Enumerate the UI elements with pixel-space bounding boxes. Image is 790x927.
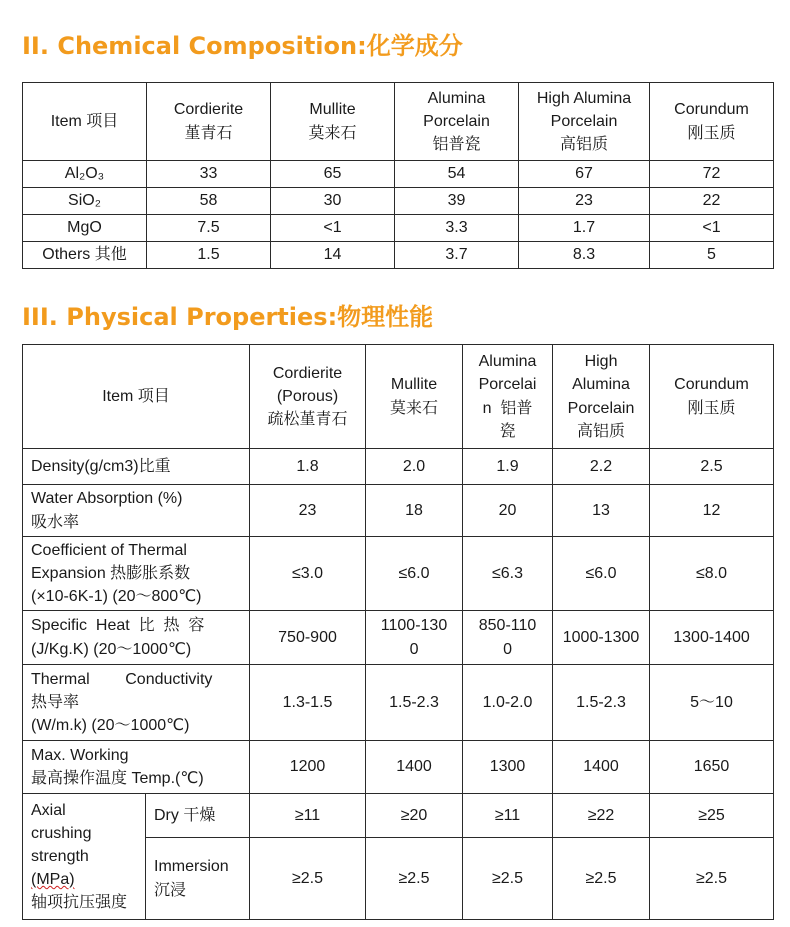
column-header-zh: 莫来石 (308, 124, 357, 142)
table-cell: ≤6.0 (553, 537, 650, 611)
cell-line: 1300-1400 (673, 628, 750, 646)
table-cell (250, 611, 366, 665)
row-label-line: (×10-6K-1) (20～800℃) (31, 588, 202, 606)
table-row (23, 242, 774, 269)
table-cell: 3.7 (395, 242, 519, 269)
table-cell: 39 (395, 188, 519, 215)
item-header-cell: Item 项目 (23, 83, 147, 161)
table-cell: ≤6.0 (366, 537, 463, 611)
table-row (23, 485, 774, 537)
column-header-zh: 堇青石 (184, 124, 233, 142)
column-header-zh: 铝普瓷 (432, 136, 481, 154)
table-row (23, 161, 774, 188)
chemical-composition-table (22, 82, 774, 269)
table-cell: 22 (650, 188, 774, 215)
table-cell: ≥11 (463, 794, 553, 838)
column-header-cordierite-porous (250, 345, 366, 449)
column-header-alumina-porcelain (463, 345, 553, 449)
row-label (23, 449, 250, 485)
table-cell: 23 (519, 188, 650, 215)
column-header-en: Porcelain (423, 112, 490, 130)
chemical-composition-heading: II. Chemical Composition:化学成分 (22, 32, 463, 60)
table-cell: 1.8 (250, 449, 366, 485)
column-header-en: Corundum (674, 101, 749, 119)
row-label (23, 485, 250, 537)
column-header-line: 疏松堇青石 (267, 411, 348, 429)
table-cell: 1.9 (463, 449, 553, 485)
table-cell: 1.5-2.3 (553, 665, 650, 741)
table-cell: 3.3 (395, 215, 519, 242)
row-label: SiO₂ (23, 188, 147, 215)
table-cell: 2.2 (553, 449, 650, 485)
table-cell: 58 (147, 188, 271, 215)
table-cell: ≥2.5 (463, 838, 553, 920)
column-header-line: Porcelain (567, 399, 635, 417)
sub-row-label (146, 838, 250, 920)
table-cell: ≥2.5 (250, 838, 366, 920)
table-cell: 1.0-2.0 (463, 665, 553, 741)
column-header-line: 刚玉质 (687, 399, 736, 417)
column-header-en: Alumina (427, 89, 486, 107)
physical-properties-heading: III. Physical Properties:物理性能 (22, 303, 434, 331)
column-header-line: Corundum (674, 376, 749, 394)
row-label (23, 794, 146, 920)
row-label-line: Water Absorption (%) (31, 490, 183, 508)
sub-row-label-line: Dry 干燥 (154, 806, 216, 824)
row-label-line: (W/m.k) (20～1000℃) (31, 717, 190, 735)
row-label-line: (J/Kg.K) (20～1000℃) (31, 640, 192, 658)
cell-line: 750-900 (278, 628, 337, 646)
table-row (23, 188, 774, 215)
table-cell: ≥2.5 (366, 838, 463, 920)
row-label: Al₂O₃ (23, 161, 147, 188)
table-cell (650, 611, 774, 665)
table-cell: ≥2.5 (553, 838, 650, 920)
table-row (23, 611, 774, 665)
row-label-line: crushing (31, 824, 92, 842)
table-cell: 1.5-2.3 (366, 665, 463, 741)
table-cell: 1.5 (147, 242, 271, 269)
table-cell: 30 (271, 188, 395, 215)
column-header-cordierite (147, 83, 271, 161)
table-cell: 1400 (553, 741, 650, 794)
table-row (23, 794, 774, 838)
table-cell: 67 (519, 161, 650, 188)
table-cell: 1400 (366, 741, 463, 794)
cell-line: 0 (409, 640, 419, 658)
physical-header-row (23, 345, 774, 449)
table-cell: <1 (271, 215, 395, 242)
table-cell: 2.5 (650, 449, 774, 485)
row-label-line: Axial (31, 801, 66, 819)
column-header-high-alumina-porcelain (553, 345, 650, 449)
table-cell: 23 (250, 485, 366, 537)
column-header-line: Cordierite (272, 364, 343, 382)
column-header-line: (Porous) (276, 387, 339, 405)
column-header-alumina-porcelain (395, 83, 519, 161)
row-label-line: Thermal Conductivity (31, 670, 213, 688)
table-cell: 33 (147, 161, 271, 188)
column-header-line: High (584, 353, 618, 371)
table-cell: 13 (553, 485, 650, 537)
column-header-zh: 刚玉质 (687, 124, 736, 142)
table-cell: ≤8.0 (650, 537, 774, 611)
table-row (23, 537, 774, 611)
row-label-line: 最高操作温度 Temp.(℃) (31, 770, 204, 787)
table-cell: 18 (366, 485, 463, 537)
cell-line: 1100-130 (380, 617, 448, 635)
table-row (23, 449, 774, 485)
cell-line: 1000-1300 (562, 628, 640, 646)
row-label-unit: (MPa) (31, 871, 75, 889)
row-label-line: 轴项抗压强度 (31, 894, 128, 912)
sub-row-label (146, 794, 250, 838)
row-label-line: 吸水率 (31, 513, 80, 531)
table-cell: 72 (650, 161, 774, 188)
table-cell: ≥11 (250, 794, 366, 838)
table-cell: 12 (650, 485, 774, 537)
table-cell: 5 (650, 242, 774, 269)
column-header-line: Mullite (390, 376, 438, 394)
table-row (23, 215, 774, 242)
row-label (23, 537, 250, 611)
cell-line: 850-110 (478, 617, 537, 635)
column-header-line: Alumina (572, 376, 630, 394)
row-label (23, 741, 250, 794)
column-header-line: Porcelai (478, 376, 537, 394)
table-cell (553, 611, 650, 665)
sub-row-label-line: 沉浸 (154, 881, 187, 899)
row-label-line: Max. Working (31, 746, 129, 764)
table-cell: 14 (271, 242, 395, 269)
row-label-line: Coefficient of Thermal (31, 541, 187, 559)
column-header-line: n 铝普 (482, 399, 533, 417)
column-header-en: High Alumina (536, 89, 632, 107)
table-cell: 7.5 (147, 215, 271, 242)
table-cell: 2.0 (366, 449, 463, 485)
cell-line: 0 (503, 640, 512, 658)
table-cell: 1300 (463, 741, 553, 794)
column-header-en: Mullite (309, 101, 356, 119)
sub-row-label-line: Immersion (154, 858, 229, 876)
row-label-line: strength (31, 847, 89, 865)
table-cell: 8.3 (519, 242, 650, 269)
column-header-high-alumina-porcelain (519, 83, 650, 161)
column-header-corundum (650, 83, 774, 161)
column-header-zh: 高铝质 (559, 136, 608, 154)
composition-header-row (23, 83, 774, 161)
item-header-cell: Item 项目 (23, 345, 250, 449)
table-cell: 54 (395, 161, 519, 188)
column-header-line: Alumina (478, 353, 537, 371)
table-cell: <1 (650, 215, 774, 242)
table-row (23, 741, 774, 794)
table-cell: ≥22 (553, 794, 650, 838)
table-cell: 1650 (650, 741, 774, 794)
column-header-line: 高铝质 (577, 422, 626, 440)
table-cell (366, 611, 463, 665)
table-cell: ≥25 (650, 794, 774, 838)
table-cell: ≤3.0 (250, 537, 366, 611)
row-label-line: 热导率 (31, 693, 80, 711)
column-header-mullite (271, 83, 395, 161)
row-label: Others 其他 (23, 242, 147, 269)
row-label (23, 665, 250, 741)
column-header-line: 莫来石 (390, 399, 439, 417)
column-header-line: 瓷 (499, 422, 516, 440)
table-cell: 20 (463, 485, 553, 537)
table-cell: ≤6.3 (463, 537, 553, 611)
table-row (23, 665, 774, 741)
table-cell: ≥20 (366, 794, 463, 838)
column-header-en: Porcelain (550, 112, 618, 130)
table-cell: 65 (271, 161, 395, 188)
table-cell: 5～10 (650, 665, 774, 741)
table-cell (463, 611, 553, 665)
row-label-line: Density(g/cm3)比重 (31, 457, 171, 475)
column-header-corundum (650, 345, 774, 449)
physical-properties-table (22, 344, 774, 920)
row-label-line: Specific Heat 比 热 容 (31, 617, 205, 635)
column-header-mullite (366, 345, 463, 449)
table-cell: 1.7 (519, 215, 650, 242)
row-label (23, 611, 250, 665)
table-cell: 1.3-1.5 (250, 665, 366, 741)
column-header-en: Cordierite (173, 101, 244, 119)
row-label-line: Expansion 热膨胀系数 (31, 564, 191, 582)
table-cell: ≥2.5 (650, 838, 774, 920)
table-cell: 1200 (250, 741, 366, 794)
row-label-line (31, 868, 142, 891)
row-label: MgO (23, 215, 147, 242)
